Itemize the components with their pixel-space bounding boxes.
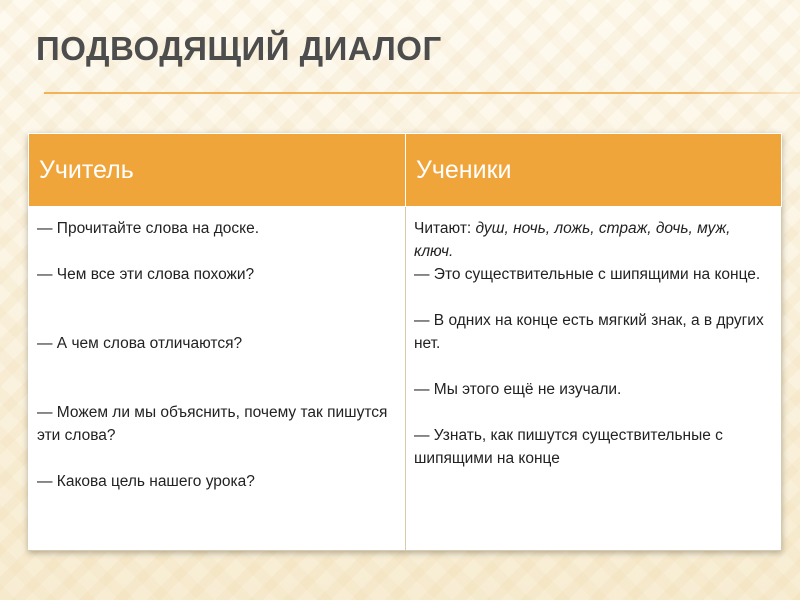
spacer: [414, 355, 773, 378]
students-line-5: — Узнать, как пишутся существительные с шипящими на конце: [414, 427, 723, 467]
teacher-line-3: — А чем слова отличаются?: [37, 335, 243, 352]
dialog-table: [28, 133, 782, 551]
spacer: [37, 286, 397, 332]
students-column-header: Ученики: [406, 134, 782, 207]
teacher-line-1: — Прочитайте слова на доске.: [37, 220, 259, 237]
students-cell: [406, 207, 782, 551]
teacher-line-4: — Можем ли мы объяснить, почему так пишутся эти слова?: [37, 404, 388, 444]
spacer: [37, 355, 397, 401]
table-header-row: [29, 134, 782, 207]
students-line-4: — Мы этого ещё не изучали.: [414, 381, 622, 398]
students-line-2: — Это существительные с шипящими на конце.: [414, 266, 761, 283]
slide-title: ПОДВОДЯЩИЙ ДИАЛОГ: [36, 30, 442, 67]
teacher-column-header: Учитель: [29, 134, 406, 207]
spacer: [414, 401, 773, 424]
teacher-line-2: — Чем все эти слова похожи?: [37, 266, 255, 283]
spacer: [37, 447, 397, 470]
students-line-3: — В одних на конце есть мягкий знак, а в других нет.: [414, 312, 764, 352]
students-read-words: душ, ночь, ложь, страж, дочь, муж, ключ.: [414, 220, 731, 260]
students-line-1: [414, 217, 773, 263]
title-divider: [44, 92, 800, 94]
table-row: [29, 207, 782, 551]
teacher-cell: [29, 207, 406, 551]
spacer: [414, 286, 773, 309]
students-read-prefix: Читают:: [414, 220, 476, 237]
spacer: [37, 240, 397, 263]
teacher-line-5: — Какова цель нашего урока?: [37, 473, 255, 490]
